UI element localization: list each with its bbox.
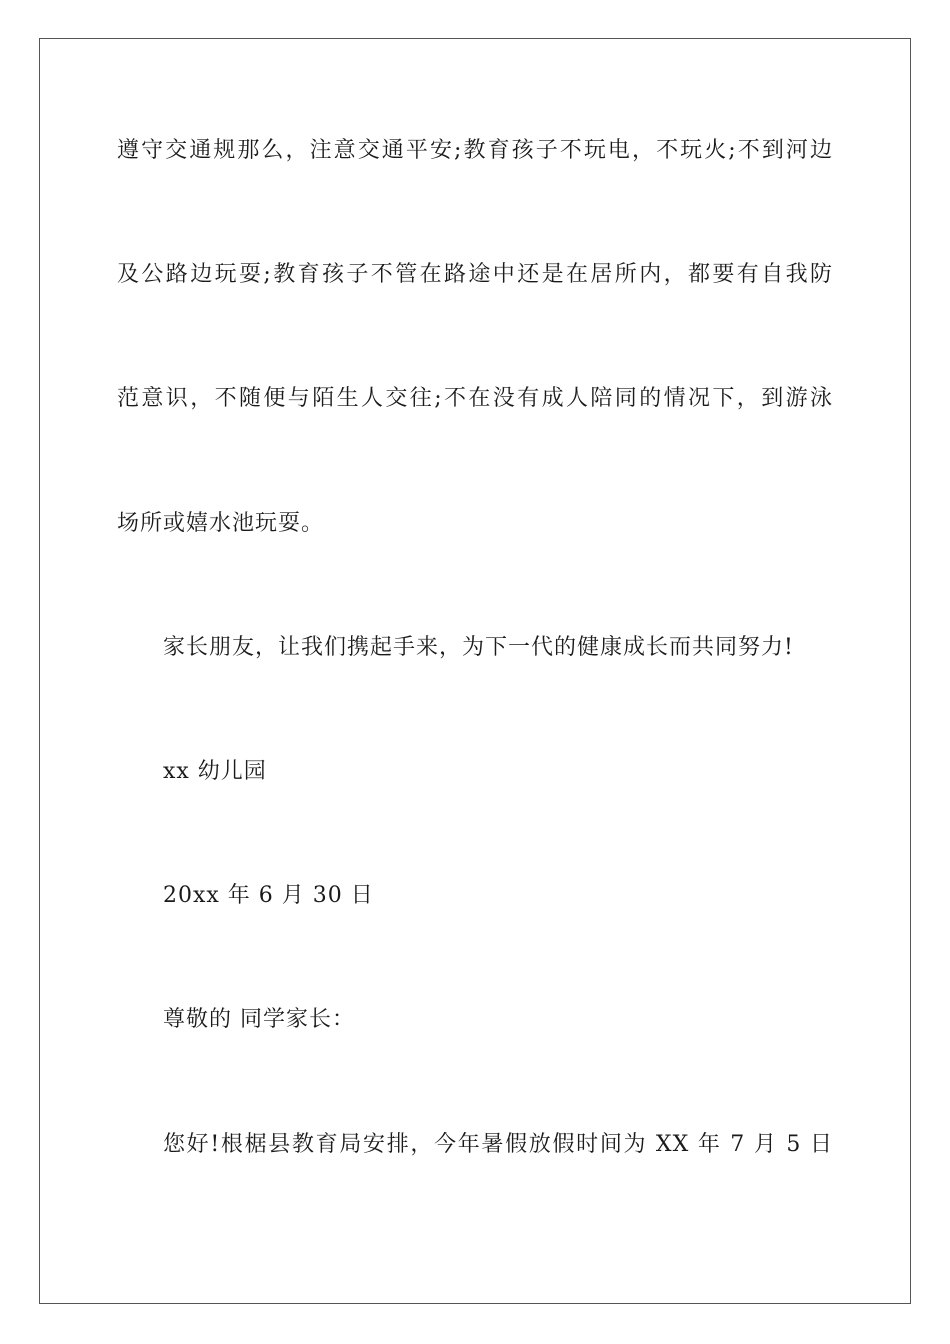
signature-line: xx 幼儿园 <box>163 759 267 784</box>
closing-line: 家长朋友，让我们携起手来，为下一代的健康成长而共同努力! <box>163 635 794 660</box>
paragraph-line-1: 遵守交通规那么，注意交通平安;教育孩子不玩电，不玩火;不到河边 <box>117 138 833 163</box>
salutation-line: 尊敬的 同学家长： <box>163 1007 355 1032</box>
letter-start-line: 您好!根椐县教育局安排，今年暑假放假时间为 XX 年 7 月 5 日 <box>163 1132 833 1157</box>
paragraph-line-4: 场所或嬉水池玩耍。 <box>117 511 325 536</box>
paragraph-line-2: 及公路边玩耍;教育孩子不管在路途中还是在居所内，都要有自我防 <box>117 262 833 287</box>
paragraph-line-3: 范意识，不随便与陌生人交往;不在没有成人陪同的情况下，到游泳 <box>117 386 833 411</box>
date-line: 20xx 年 6 月 30 日 <box>163 883 374 908</box>
page-border <box>39 38 911 1304</box>
